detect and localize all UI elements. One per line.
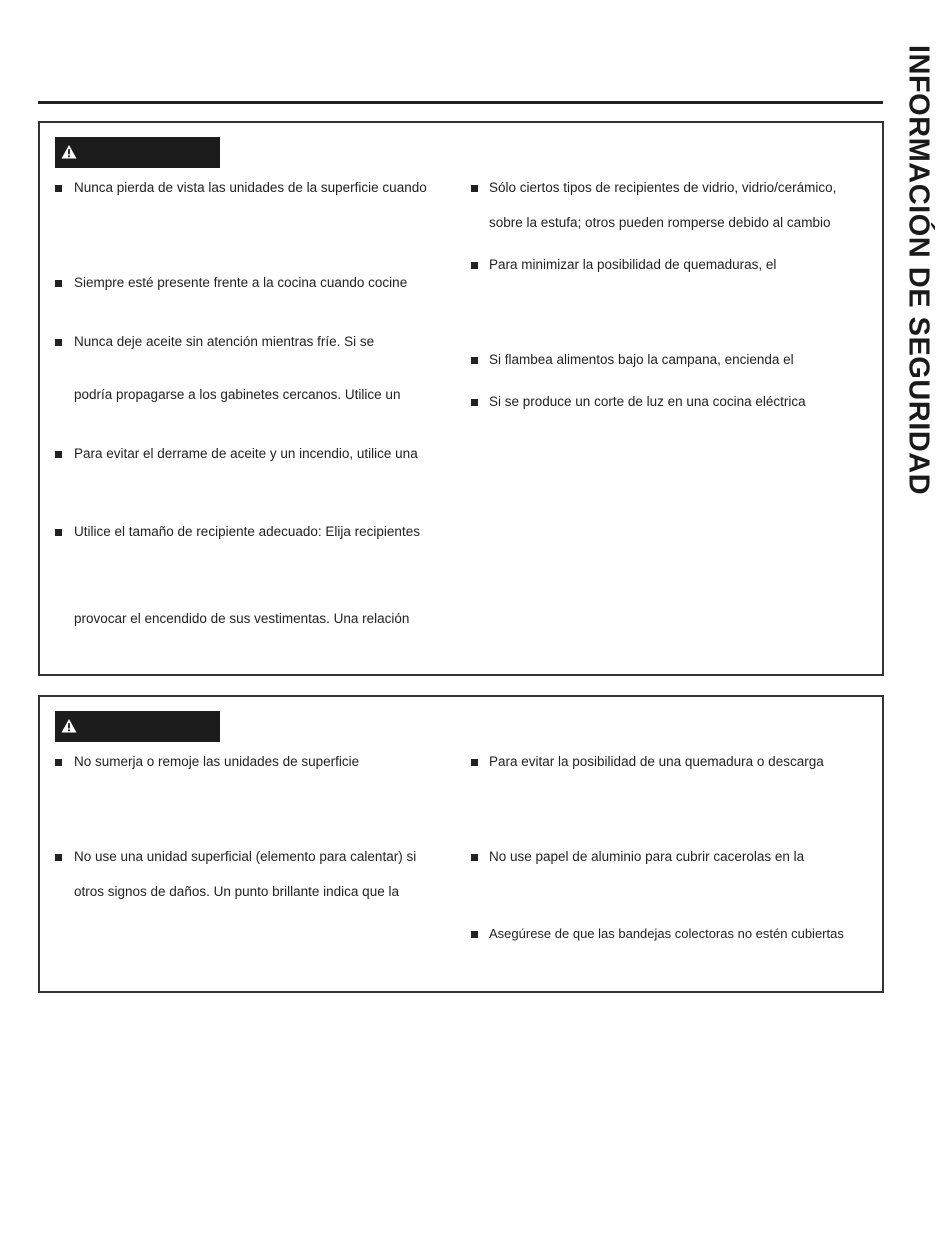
bullet-icon [471,185,478,192]
list-item: Si se produce un corte de luz en una cocina eléctrica [489,394,806,409]
list-item-continuation: otros signos de daños. Un punto brillante indica que la [74,884,399,899]
list-item-continuation: podría propagarse a los gabinetes cercanos. Utilice un [74,387,401,402]
list-item: Nunca deje aceite sin atención mientras fríe. Si se [74,334,375,349]
bullet-icon [471,262,478,269]
warning-triangle-icon [61,144,77,160]
warning-header-bar [55,711,220,742]
list-item: Asegúrese de que las bandejas colectoras no estén cubiertas [489,926,844,941]
bullet-icon [55,280,62,287]
bullet-icon [471,759,478,766]
section-title-vertical: INFORMACIÓN DE SEGURIDAD [902,44,935,496]
list-item: Utilice el tamaño de recipiente adecuado: Elija recipientes [74,524,420,539]
bullet-icon [55,854,62,861]
list-item-continuation: provocar el encendido de sus vestimentas. Una relación [74,611,410,626]
list-item: No use papel de aluminio para cubrir cacerolas en la [489,849,805,864]
bullet-icon [55,339,62,346]
bullet-icon [471,357,478,364]
warning-header-bar [55,137,220,168]
list-item: Para evitar la posibilidad de una quemadura o descarga [489,754,824,769]
list-item-continuation: sobre la estufa; otros pueden romperse debido al cambio [489,215,831,230]
bullet-icon [55,185,62,192]
list-item: Para evitar el derrame de aceite y un incendio, utilice una [74,446,418,461]
bullet-icon [471,854,478,861]
list-item: No use una unidad superficial (elemento para calentar) si [74,849,417,864]
list-item: No sumerja o remoje las unidades de superficie [74,754,360,769]
bullet-icon [471,399,478,406]
warning-box-2 [38,695,884,993]
list-item: Siempre esté presente frente a la cocina cuando cocine [74,275,408,290]
header-rule [38,101,883,104]
bullet-icon [55,759,62,766]
list-item: Para minimizar la posibilidad de quemaduras, el [489,257,777,272]
bullet-icon [55,529,62,536]
warning-triangle-icon [61,718,77,734]
list-item: Sólo ciertos tipos de recipientes de vidrio, vidrio/cerámico, [489,180,837,195]
bullet-icon [471,931,478,938]
list-item: Si flambea alimentos bajo la campana, encienda el [489,352,794,367]
list-item: Nunca pierda de vista las unidades de la superficie cuando [74,180,427,195]
bullet-icon [55,451,62,458]
